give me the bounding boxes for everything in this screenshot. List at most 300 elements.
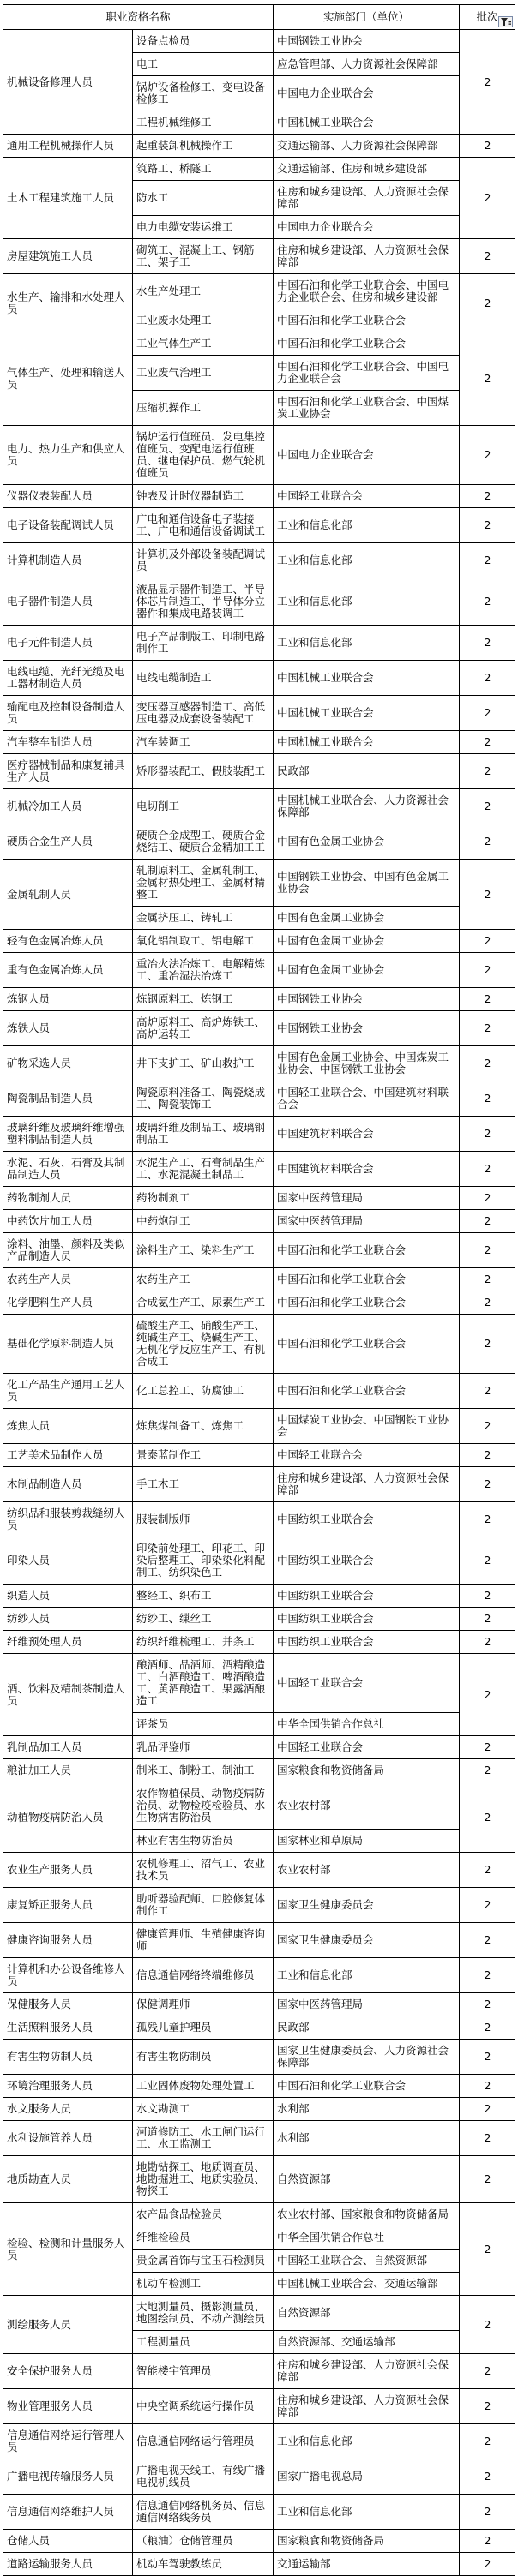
department-cell: 交通运输部 [274,2553,460,2576]
department-cell: 中国石油和化学工业联合会 [274,332,460,356]
qualification-cell: 制米工、制粉工、制油工 [133,1759,274,1782]
department-cell: 工业和信息化部 [274,543,460,578]
department-cell: 应急管理部、人力资源社会保障部 [274,53,460,76]
category-cell: 机械冷加工人员 [3,789,133,824]
qualification-cell: 信息通信网络终端维修员 [133,1958,274,1993]
category-cell: 基础化学原料制造人员 [3,1315,133,1374]
batch-cell: 2 [460,1117,515,1152]
qualification-cell: 电工 [133,53,274,76]
batch-cell: 2 [460,30,515,135]
department-cell: 住房和城乡建设部、人力资源社会保障部 [274,239,460,274]
department-cell: 中国钢铁工业协会 [274,30,460,53]
qualification-cell: 助听器验配师、口腔修复体制作工 [133,1888,274,1923]
category-cell: 信息通信网络运行管理人员 [3,2424,133,2459]
batch-cell: 2 [460,2424,515,2459]
table-row [3,578,515,626]
category-cell: 康复矫正服务人员 [3,1888,133,1923]
qualification-cell: 钟表及计时仪器制造工 [133,485,274,508]
batch-cell: 2 [460,2553,515,2576]
category-cell: 金属轧制人员 [3,860,133,930]
category-cell: 炼钢人员 [3,988,133,1011]
qualification-cell: 信息通信网络运行管理员 [133,2424,274,2459]
category-cell: 检验、检测和计量服务人员 [3,2203,133,2296]
department-cell: 中国电力企业联合会 [274,216,460,239]
table-row [3,2296,515,2331]
department-cell: 农业农村部 [274,1782,460,1830]
table-row [3,508,515,543]
batch-cell: 2 [460,274,515,332]
batch-cell: 2 [460,158,515,239]
category-cell: 化工产品生产通用工艺人员 [3,1374,133,1409]
batch-cell: 2 [460,1958,515,1993]
category-cell: 通用工程机械操作人员 [3,135,133,158]
department-cell: 中国有色金属工业协会、中国煤炭工业协会、中国钢铁工业协会 [274,1046,460,1081]
department-cell: 中华全国供销合作总社 [274,1713,460,1736]
category-cell: 水利设施管养人员 [3,2121,133,2156]
table-row [3,1117,515,1152]
department-cell: 住房和城乡建设部、人力资源社会保障部 [274,1467,460,1502]
table-row [3,789,515,824]
department-cell: 住房和城乡建设部、人力资源社会保障部 [274,2354,460,2389]
qualification-cell: 计算机及外部设备装配调试员 [133,543,274,578]
department-cell: 水利部 [274,2098,460,2121]
category-cell: 电子器件制造人员 [3,578,133,626]
department-cell: 中国机械工业联合会 [274,111,460,135]
batch-cell: 2 [460,696,515,731]
category-cell: 粮油加工人员 [3,1759,133,1782]
table-row [3,543,515,578]
qualification-cell: 起重装卸机械操作工 [133,135,274,158]
category-cell: 酒、饮料及精制茶制造人员 [3,1654,133,1736]
batch-cell: 2 [460,1923,515,1958]
batch-cell: 2 [460,1608,515,1631]
department-cell: 中国石油和化学工业联合会 [274,1374,460,1409]
department-cell: 中国煤炭工业协会、中国钢铁工业协会 [274,1409,460,1444]
category-cell: 动植物疫病防治人员 [3,1782,133,1853]
qualification-cell: 工业气体生产工 [133,332,274,356]
department-cell: 农业农村部 [274,1853,460,1888]
table-row [3,2075,515,2098]
department-cell: 中国建筑材料联合会 [274,1117,460,1152]
department-cell: 中国机械工业联合会、交通运输部 [274,2273,460,2296]
batch-cell: 2 [460,135,515,158]
qualification-cell: 机动车检测工 [133,2273,274,2296]
category-cell: 输配电及控制设备制造人员 [3,696,133,731]
table-row [3,135,515,158]
category-cell: 水泥、石灰、石膏及其制品制造人员 [3,1152,133,1187]
batch-cell: 2 [460,1291,515,1315]
category-cell: 织造人员 [3,1585,133,1608]
qualification-cell: 整经工、织布工 [133,1585,274,1608]
category-cell: 印染人员 [3,1537,133,1585]
table-body [3,30,515,2576]
qualification-cell: 有害生物防制员 [133,2040,274,2075]
batch-cell: 2 [460,1409,515,1444]
table-row [3,2098,515,2121]
department-cell: 农业农村部、国家粮食和物资储备局 [274,2203,460,2226]
qualification-cell: 工程测量员 [133,2331,274,2354]
qualification-cell: （粮油）仓储管理员 [133,2530,274,2553]
qualification-cell: 水文勘测工 [133,2098,274,2121]
department-cell: 中国机械工业联合会 [274,731,460,754]
qualification-cell: 重冶火法冶炼工、电解精炼工、重冶湿法冶炼工 [133,953,274,988]
qualification-cell: 井下支护工、矿山救护工 [133,1046,274,1081]
qualification-cell: 轧制原料工、金属轧制工、金属材热处理工、金属材精整工 [133,860,274,907]
department-cell: 中国电力企业联合会 [274,76,460,111]
table-row [3,696,515,731]
table-row [3,2016,515,2040]
table-row [3,1888,515,1923]
batch-cell: 2 [460,1187,515,1210]
category-cell: 涂料、油墨、颜料及类似产品制造人员 [3,1233,133,1268]
qualification-cell: 大地测量员、摄影测量员、地图绘制员、不动产测绘员 [133,2296,274,2331]
header-row [3,5,515,30]
category-cell: 健康咨询服务人员 [3,1923,133,1958]
table-row [3,2459,515,2495]
category-cell: 炼焦人员 [3,1409,133,1444]
category-cell: 玻璃纤维及玻璃纤维增强塑料制品制造人员 [3,1117,133,1152]
category-cell: 农药生产人员 [3,1268,133,1291]
batch-cell: 2 [460,1081,515,1117]
table-row [3,1853,515,1888]
category-cell: 医疗器械制品和康复辅具生产人员 [3,754,133,789]
qualification-cell: 锅炉设备检修工、变电设备检修工 [133,76,274,111]
batch-cell: 2 [460,1759,515,1782]
department-cell: 国家林业和草原局 [274,1830,460,1853]
qualification-cell: 水泥生产工、石膏制品生产工、水泥混凝土制品工 [133,1152,274,1187]
table-row [3,1291,515,1315]
table-row [3,1654,515,1713]
category-cell: 测绘服务人员 [3,2296,133,2354]
category-cell: 纺纱人员 [3,1608,133,1631]
table-row [3,1046,515,1081]
qualification-cell: 化工总控工、防腐蚀工 [133,1374,274,1409]
department-cell: 中国有色金属工业协会 [274,824,460,860]
category-cell: 重有色金属冶炼人员 [3,953,133,988]
category-cell: 安全保护服务人员 [3,2354,133,2389]
batch-cell: 2 [460,1993,515,2016]
qualification-cell: 广电和通信设备电子装接工、广电和通信设备调试工 [133,508,274,543]
qualification-cell: 中央空调系统运行操作员 [133,2389,274,2424]
category-cell: 工艺美术品制作人员 [3,1444,133,1467]
table-row [3,1315,515,1374]
batch-cell: 2 [460,626,515,661]
table-row [3,731,515,754]
department-cell: 工业和信息化部 [274,578,460,626]
category-cell: 轻有色金属冶炼人员 [3,930,133,953]
qualification-cell: 变压器互感器制造工、高低压电器及成套设备装配工 [133,696,274,731]
category-cell: 农业生产服务人员 [3,1853,133,1888]
table-row [3,860,515,907]
qualification-cell: 汽车装调工 [133,731,274,754]
table-row [3,1993,515,2016]
department-cell: 中国纺织工业联合会 [274,1608,460,1631]
batch-cell: 2 [460,731,515,754]
qualification-cell: 锅炉运行值班员、发电集控值班员、变配电运行值班员、继电保护员、燃气轮机值班员 [133,426,274,485]
category-cell: 硬质合金生产人员 [3,824,133,860]
department-cell: 交通运输部、人力资源社会保障部 [274,135,460,158]
batch-cell: 2 [460,2389,515,2424]
table-row [3,953,515,988]
department-cell: 中国机械工业联合会 [274,661,460,696]
table-row [3,2495,515,2530]
qualification-cell: 林业有害生物防治员 [133,1830,274,1853]
department-cell: 中国电力企业联合会 [274,426,460,485]
department-cell: 中国石油和化学工业联合会、中国煤炭工业协会 [274,391,460,426]
table-row [3,626,515,661]
batch-cell: 2 [460,824,515,860]
batch-cell: 2 [460,1011,515,1046]
qualification-cell: 手工木工 [133,1467,274,1502]
table-row [3,1923,515,1958]
department-cell: 交通运输部、住房和城乡建设部 [274,158,460,181]
qualification-cell: 水生产处理工 [133,274,274,309]
department-cell: 中国纺织工业联合会 [274,1585,460,1608]
table-row [3,1210,515,1233]
table-row [3,2121,515,2156]
batch-cell: 2 [460,1782,515,1853]
category-cell: 电子设备装配调试人员 [3,508,133,543]
department-cell: 住房和城乡建设部、人力资源社会保障部 [274,181,460,216]
qualification-cell: 广播电视天线工、有线广播电视机线员 [133,2459,274,2495]
category-cell: 保健服务人员 [3,1993,133,2016]
category-cell: 电力、热力生产和供应人员 [3,426,133,485]
department-cell: 工业和信息化部 [274,1958,460,1993]
table-row [3,661,515,696]
table-row [3,754,515,789]
qualification-cell: 硬质合金成型工、硬质合金烧结工、硬质合金精加工工 [133,824,274,860]
qualification-cell: 工业废水处理工 [133,309,274,332]
qualification-cell: 孤残儿童护理员 [133,2016,274,2040]
category-cell: 汽车整车制造人员 [3,731,133,754]
batch-cell: 2 [460,543,515,578]
category-cell: 木制品制造人员 [3,1467,133,1502]
table-row [3,274,515,309]
department-cell: 国家中医药管理局 [274,1210,460,1233]
department-cell: 工业和信息化部 [274,626,460,661]
category-cell: 纺织品和服装剪裁缝纫人员 [3,1502,133,1537]
table-row [3,1081,515,1117]
department-cell: 中华全国供销合作总社 [274,2226,460,2250]
batch-cell: 2 [460,2459,515,2495]
header-batch [460,5,515,30]
qualification-cell: 中药炮制工 [133,1210,274,1233]
department-cell: 中国轻工业联合会 [274,485,460,508]
batch-cell: 2 [460,2040,515,2075]
table-row [3,1585,515,1608]
qualification-cell: 健康管理师、生殖健康咨询师 [133,1923,274,1958]
department-cell: 中国石油和化学工业联合会 [274,309,460,332]
department-cell: 中国石油和化学工业联合会、中国电力企业联合会、住房和城乡建设部 [274,274,460,309]
table-row [3,2424,515,2459]
batch-cell: 2 [460,1444,515,1467]
batch-cell: 2 [460,2156,515,2203]
batch-cell: 2 [460,1046,515,1081]
batch-cell: 2 [460,2098,515,2121]
qualification-cell: 矫形器装配工、假肢装配工 [133,754,274,789]
category-cell: 电线电缆、光纤光缆及电工器材制造人员 [3,661,133,696]
department-cell: 中国纺织工业联合会 [274,1631,460,1654]
batch-cell: 2 [460,661,515,696]
qualification-cell: 乳品评鉴师 [133,1736,274,1759]
table-row [3,332,515,356]
batch-cell: 2 [460,1233,515,1268]
table-row [3,1268,515,1291]
department-cell: 水利部 [274,2121,460,2156]
batch-cell: 2 [460,860,515,930]
batch-cell: 2 [460,2495,515,2530]
batch-cell: 2 [460,578,515,626]
category-cell: 房屋建筑施工人员 [3,239,133,274]
category-cell: 物业管理服务人员 [3,2389,133,2424]
qualification-cell: 地勘钻探工、地质调查员、地勘掘进工、地质实验员、物探工 [133,2156,274,2203]
batch-cell: 2 [460,754,515,789]
department-cell: 民政部 [274,2016,460,2040]
table-row [3,2530,515,2553]
table-row [3,2203,515,2226]
department-cell: 国家粮食和物资储备局 [274,1759,460,1782]
category-cell: 乳制品加工人员 [3,1736,133,1759]
qualification-cell: 涂料生产工、染料生产工 [133,1233,274,1268]
qualification-cell: 农产品食品检验员 [133,2203,274,2226]
qualification-cell: 工程机械维修工 [133,111,274,135]
category-cell: 纤维预处理人员 [3,1631,133,1654]
header-qualification-name: 职业资格名称 [3,5,274,30]
category-cell: 计算机和办公设备维修人员 [3,1958,133,1993]
batch-cell: 2 [460,1888,515,1923]
table-row [3,930,515,953]
category-cell: 广播电视传输服务人员 [3,2459,133,2495]
table-row [3,1233,515,1268]
batch-cell: 2 [460,2203,515,2296]
category-cell: 道路运输服务人员 [3,2553,133,2576]
batch-cell: 2 [460,1502,515,1537]
table-row [3,485,515,508]
table-row [3,1374,515,1409]
department-cell: 中国机械工业联合会 [274,696,460,731]
qualification-cell: 硫酸生产工、硝酸生产工、纯碱生产工、烧碱生产工、无机化学反应生产工、有机合成工 [133,1315,274,1374]
qualification-cell: 陶瓷原料准备工、陶瓷烧成工、陶瓷装饰工 [133,1081,274,1117]
funnel-filter-icon[interactable] [498,16,513,27]
department-cell: 中国轻工业联合会 [274,1444,460,1467]
table-row [3,1608,515,1631]
category-cell: 陶瓷制品制造人员 [3,1081,133,1117]
batch-cell: 2 [460,1210,515,1233]
table-row [3,239,515,274]
qualification-cell: 电线电缆制造工 [133,661,274,696]
department-cell: 国家卫生健康委员会、人力资源社会保障部 [274,2040,460,2075]
department-cell: 国家卫生健康委员会 [274,1923,460,1958]
category-cell: 化学肥料生产人员 [3,1291,133,1315]
department-cell: 自然资源部 [274,2296,460,2331]
table-row [3,1011,515,1046]
table-row [3,1537,515,1585]
qualification-cell: 工业废气治理工 [133,356,274,391]
category-cell: 中药饮片加工人员 [3,1210,133,1233]
category-cell: 仓储人员 [3,2530,133,2553]
qualification-cell: 设备点检员 [133,30,274,53]
qualification-cell: 印染前处理工、印花工、印染后整理工、印染染化料配制工、纺织染色工 [133,1537,274,1585]
department-cell: 自然资源部、交通运输部 [274,2331,460,2354]
batch-cell: 2 [460,1585,515,1608]
batch-cell: 2 [460,1736,515,1759]
qualification-cell: 纺织纤维梳理工、并条工 [133,1631,274,1654]
table-row [3,1759,515,1782]
qualification-cell: 智能楼宇管理员 [133,2354,274,2389]
qualification-cell: 液晶显示器件制造工、半导体芯片制造工、半导体分立器件和集成电路装调工 [133,578,274,626]
table-row [3,2389,515,2424]
batch-cell: 2 [460,239,515,274]
department-cell: 中国钢铁工业协会 [274,988,460,1011]
category-cell: 信息通信网络维护人员 [3,2495,133,2530]
qualification-cell: 纤维检验员 [133,2226,274,2250]
batch-cell: 2 [460,1631,515,1654]
department-cell: 中国有色金属工业协会 [274,953,460,988]
table-row [3,1958,515,1993]
header-batch-label: 批次 [476,10,498,23]
qualification-cell: 合成氨生产工、尿素生产工 [133,1291,274,1315]
department-cell: 中国有色金属工业协会 [274,907,460,930]
qualification-cell: 农机修理工、沼气工、农业技术员 [133,1853,274,1888]
qualification-cell: 电切削工 [133,789,274,824]
batch-cell: 2 [460,1315,515,1374]
batch-cell: 2 [460,2075,515,2098]
department-cell: 国家广播电视总局 [274,2459,460,2495]
table-row [3,1736,515,1759]
category-cell: 环境治理服务人员 [3,2075,133,2098]
category-cell: 气体生产、处理和输送人员 [3,332,133,426]
header-department: 实施部门（单位） [274,5,460,30]
table-row [3,30,515,53]
batch-cell: 2 [460,2016,515,2040]
department-cell: 中国石油和化学工业联合会 [274,1291,460,1315]
category-cell: 炼铁人员 [3,1011,133,1046]
batch-cell: 2 [460,930,515,953]
qualification-cell: 保健调理师 [133,1993,274,2016]
department-cell: 中国纺织工业联合会 [274,1537,460,1585]
qualification-cell: 筑路工、桥隧工 [133,158,274,181]
table-row [3,2354,515,2389]
department-cell: 国家卫生健康委员会 [274,1888,460,1923]
category-cell: 水生产、输排和水处理人员 [3,274,133,332]
batch-cell: 2 [460,485,515,508]
table-row [3,1467,515,1502]
category-cell: 土木工程建筑施工人员 [3,158,133,239]
qualification-cell: 服装制版师 [133,1502,274,1537]
qualification-cell: 药物制剂工 [133,1187,274,1210]
table-row [3,1631,515,1654]
batch-cell: 2 [460,2296,515,2354]
qualification-cell: 炼焦煤制备工、炼焦工 [133,1409,274,1444]
qualification-cell: 工业固体废物处理处置工 [133,2075,274,2098]
batch-cell: 2 [460,988,515,1011]
batch-cell: 2 [460,1537,515,1585]
batch-cell: 2 [460,2121,515,2156]
department-cell: 中国轻工业联合会 [274,1736,460,1759]
department-cell: 中国钢铁工业协会 [274,1011,460,1046]
department-cell: 中国有色金属工业协会 [274,930,460,953]
department-cell: 自然资源部 [274,2156,460,2203]
department-cell: 工业和信息化部 [274,508,460,543]
table-row [3,1409,515,1444]
table-row [3,988,515,1011]
batch-cell: 2 [460,508,515,543]
batch-cell: 2 [460,789,515,824]
department-cell: 中国石油和化学工业联合会 [274,1315,460,1374]
department-cell: 中国石油和化学工业联合会 [274,1268,460,1291]
qualification-cell: 玻璃纤维及制品工、玻璃钢制品工 [133,1117,274,1152]
table-row [3,158,515,181]
